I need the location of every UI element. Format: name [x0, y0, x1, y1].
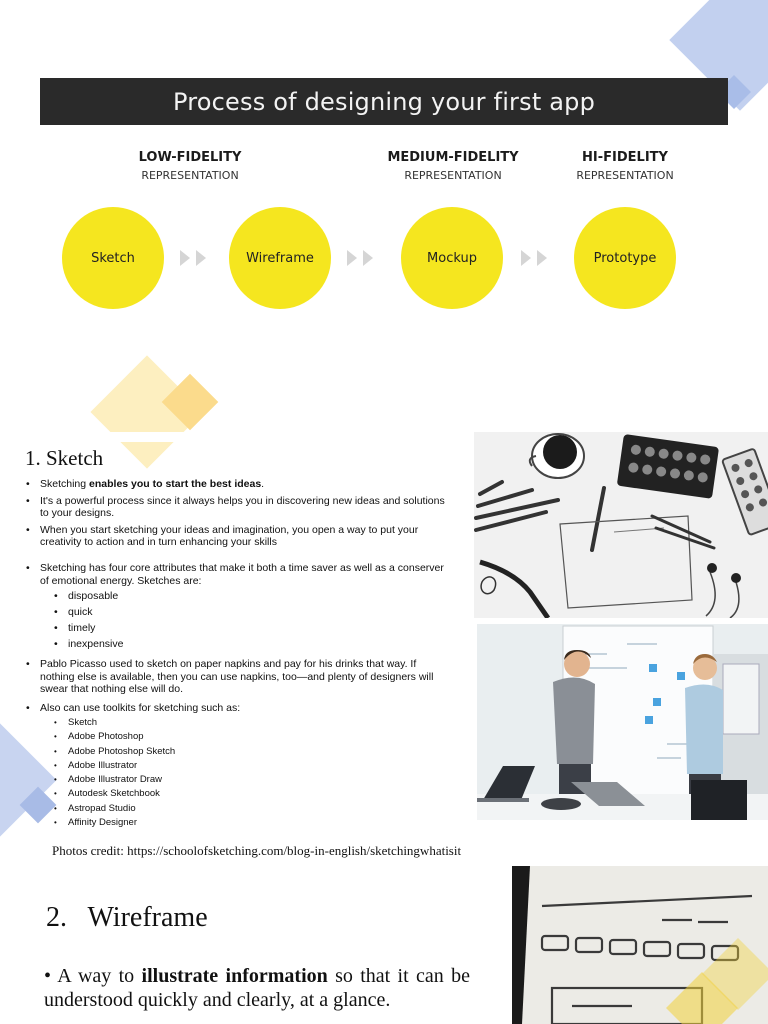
- stage-subtitle: REPRESENTATION: [576, 169, 674, 182]
- bullet-item: • Pablo Picasso used to sketch on paper napkins and pay for his drinks that way. If nothing else is available, then you can use napkins, too—and plenty of designers will swear that nothing else will do.: [26, 658, 448, 696]
- tool-item: • Astropad Studio: [54, 802, 175, 816]
- bullet-item: • It's a powerful process since it always helps you in discovering new ideas and solutions to your designs.: [26, 495, 448, 520]
- step-arrow: [347, 250, 373, 266]
- step-arrow: [521, 250, 547, 266]
- wireframe-bullet: • A way to illustrate information so that it can be understood quickly and clearly, at a glance.: [44, 965, 470, 1011]
- bullet-item: • When you start sketching your ideas and imagination, you open a way to put your creativity to action and in turn enhancing your skills: [26, 524, 448, 549]
- stage-title: MEDIUM-FIDELITY: [387, 150, 519, 165]
- wireframe-sketch-photo: [512, 866, 768, 1024]
- bullet-item: • Sketching has four core attributes that make it both a time saver as well as a conserver of emotional energy. Sketches are:: [26, 562, 448, 587]
- whiteboard-meeting-photo: [477, 624, 768, 820]
- section-heading-wireframe: 2. Wireframe: [46, 902, 208, 933]
- step-wireframe: Wireframe: [229, 207, 331, 309]
- bullet-item: • Sketching enables you to start the best ideas.: [26, 478, 448, 491]
- attribute-item: • timely: [54, 620, 123, 636]
- decor-cutoff-line: [0, 432, 250, 442]
- tool-item: • Adobe Illustrator: [54, 759, 175, 773]
- stage-hi-fidelity: [565, 150, 685, 182]
- step-mockup: Mockup: [401, 207, 503, 309]
- step-arrow: [180, 250, 206, 266]
- attribute-item: • inexpensive: [54, 636, 123, 652]
- sketch-bullets-bottom: [26, 658, 448, 718]
- stage-title: HI-FIDELITY: [582, 150, 668, 165]
- decor-diamond-blue-left: [0, 723, 57, 836]
- tool-item: • Autodesk Sketchbook: [54, 787, 175, 801]
- attribute-item: • quick: [54, 604, 123, 620]
- stage-subtitle: REPRESENTATION: [404, 169, 502, 182]
- section-heading-sketch: 1. Sketch: [25, 446, 104, 470]
- stage-title: LOW-FIDELITY: [138, 150, 242, 165]
- sketch-bullet-attributes: [26, 562, 448, 591]
- photo-credit: Photos credit: https://schoolofsketching.com/blog-in-english/sketchingwhatisit: [52, 843, 462, 858]
- tool-item: • Affinity Designer: [54, 816, 175, 830]
- stage-low-fidelity: [110, 150, 270, 182]
- tool-item: • Adobe Illustrator Draw: [54, 773, 175, 787]
- stage-medium-fidelity: [367, 150, 539, 182]
- tool-list: [54, 716, 175, 830]
- tool-item: • Adobe Photoshop: [54, 730, 175, 744]
- bullet-item: • Also can use toolkits for sketching such as:: [26, 702, 448, 715]
- attribute-item: • disposable: [54, 588, 123, 604]
- step-prototype: Prototype: [574, 207, 676, 309]
- tool-item: • Adobe Photoshop Sketch: [54, 745, 175, 759]
- step-sketch: Sketch: [62, 207, 164, 309]
- sketch-bullets-top: [26, 478, 448, 553]
- page-title-banner: Process of designing your first app: [40, 78, 728, 125]
- tool-item: • Sketch: [54, 716, 175, 730]
- bullet-marker: •: [44, 965, 52, 987]
- stage-subtitle: REPRESENTATION: [141, 169, 239, 182]
- sketch-tools-photo: [474, 432, 768, 618]
- attribute-list: [54, 588, 123, 652]
